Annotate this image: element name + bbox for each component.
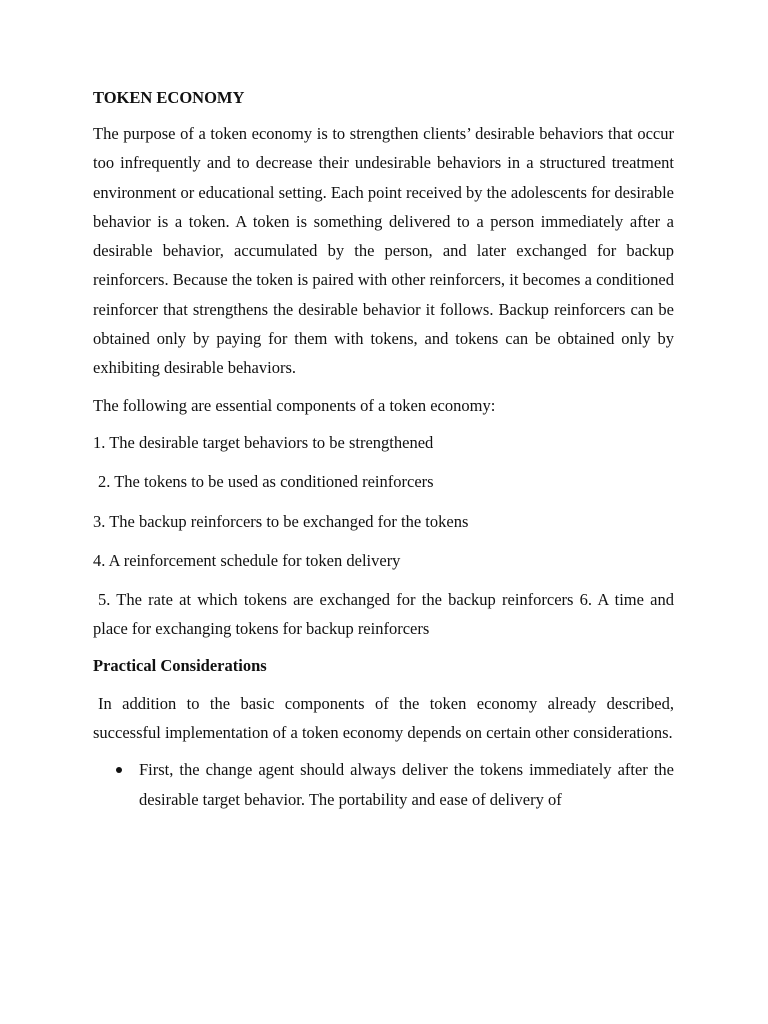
practical-heading: Practical Considerations [93,655,267,675]
bullet-icon [116,767,122,773]
practical-paragraph [93,689,674,748]
component-item-1: 1. The desirable target behaviors to be strengthened [93,432,434,452]
component-item-2-text: 2. The tokens to be used as conditioned reinforcers [98,472,434,492]
document-body [93,84,674,814]
component-item-4: 4. A reinforcement schedule for token delivery [93,550,401,570]
component-item-5-text: 5. The rate at which tokens are exchanged for the backup reinforcers 6. A time and place for exchanging tokens for backup reinforcers [93,590,674,639]
intro-paragraph: The purpose of a token economy is to strengthen clients’ desirable behaviors that occur too infrequently and to decrease their undesirable behaviors in a structured treatment environment or educational setting. Each point received by the adolescents for desirable behavior is a token. A token is something delivered to a person immediately after a desirable behavior, accumulated by the person, and later exchanged for backup reinforcers. Because the token is paired with other reinforcers, it becomes a conditioned reinforcer that strengthens the desirable behavior it follows. Backup reinforcers can be obtained only by paying for them with tokens, and tokens can be obtained only by exhibiting desirable behaviors. [93,124,674,378]
component-item-5 [93,585,674,644]
list-item-text: First, the change agent should always deliver the tokens immediately after the desirable target behavior. The portability and ease of delivery of [139,760,674,809]
document-title: TOKEN ECONOMY [93,88,245,107]
list-item [93,755,674,814]
component-item-2 [93,467,674,496]
considerations-list [93,755,674,814]
practical-paragraph-text: In addition to the basic components of the token economy already described, successful implementation of a token economy depends on certain other considerations. [93,693,674,743]
component-item-3: 3. The backup reinforcers to be exchanged for the tokens [93,511,469,531]
components-intro: The following are essential components of a token economy: [93,395,496,415]
